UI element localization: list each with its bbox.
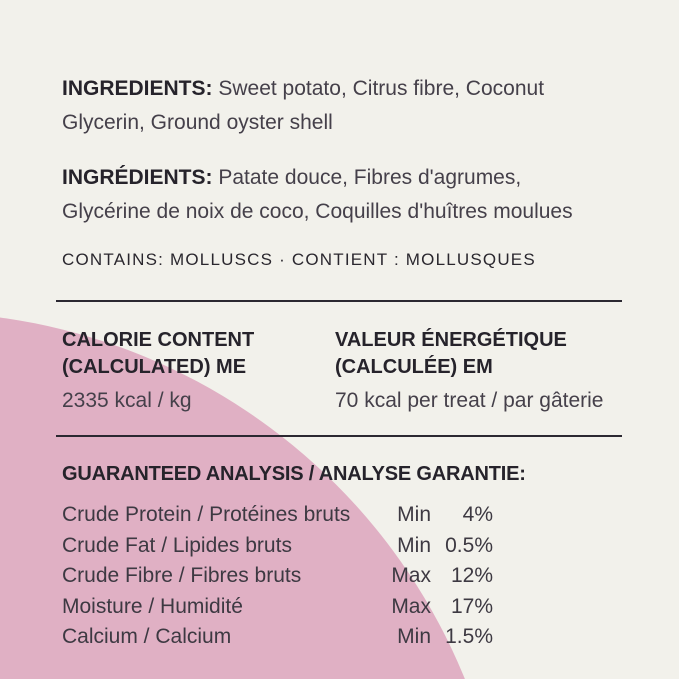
calorie-title-en-line1: CALORIE CONTENT — [62, 329, 255, 351]
allergen-contains-line: CONTAINS: MOLLUSCS · CONTIENT : MOLLUSQUES — [62, 250, 536, 269]
row-limit: Min — [397, 533, 431, 557]
ingredients-fr-line2: Glycérine de noix de coco, Coquilles d'huîtres moulues — [62, 200, 573, 223]
table-row — [62, 561, 493, 592]
row-limit: Min — [397, 625, 431, 648]
calorie-content-section — [62, 327, 622, 413]
row-label: Crude Fibre / Fibres bruts — [62, 564, 302, 587]
row-value: 4% — [462, 503, 493, 526]
ingredients-fr-line1: Patate douce, Fibres d'agrumes, — [218, 166, 522, 189]
row-label: Crude Fat / Lipides bruts — [62, 533, 292, 557]
table-row — [62, 500, 493, 531]
ingredients-en — [62, 72, 622, 140]
divider-bottom — [56, 435, 622, 437]
row-limit: Min — [397, 503, 431, 526]
row-limit: Max — [391, 594, 431, 618]
ingredients-en-label: INGREDIENTS: — [62, 77, 213, 100]
row-limit: Max — [391, 564, 431, 587]
calorie-content-fr — [335, 327, 622, 413]
ingredients-fr-label: INGRÉDIENTS: — [62, 166, 213, 189]
row-value: 17% — [450, 594, 493, 618]
calorie-title-en-line2: (CALCULATED) ME — [62, 356, 247, 378]
table-row — [62, 531, 493, 562]
calorie-value-fr: 70 kcal per treat / par gâterie — [335, 389, 604, 412]
row-label: Calcium / Calcium — [62, 625, 232, 648]
ingredients-fr — [62, 161, 622, 229]
row-value: 1.5% — [445, 625, 493, 648]
row-value: 0.5% — [445, 533, 493, 557]
guaranteed-analysis-table — [62, 500, 493, 653]
guaranteed-analysis-title: GUARANTEED ANALYSIS / ANALYSE GARANTIE: — [62, 463, 526, 485]
row-label: Moisture / Humidité — [62, 594, 243, 618]
calorie-content-en — [62, 327, 335, 413]
calorie-value-en: 2335 kcal / kg — [62, 389, 192, 412]
ingredients-en-line1: Sweet potato, Citrus fibre, Coconut — [218, 77, 545, 100]
divider-top — [56, 300, 622, 302]
table-row — [62, 592, 493, 623]
row-value: 12% — [450, 564, 493, 587]
calorie-title-fr-line2: (CALCULÉE) EM — [335, 356, 493, 378]
calorie-title-fr-line1: VALEUR ÉNERGÉTIQUE — [335, 329, 567, 351]
table-row — [62, 622, 493, 653]
row-label: Crude Protein / Protéines bruts — [62, 503, 351, 526]
ingredients-en-line2: Glycerin, Ground oyster shell — [62, 111, 333, 134]
